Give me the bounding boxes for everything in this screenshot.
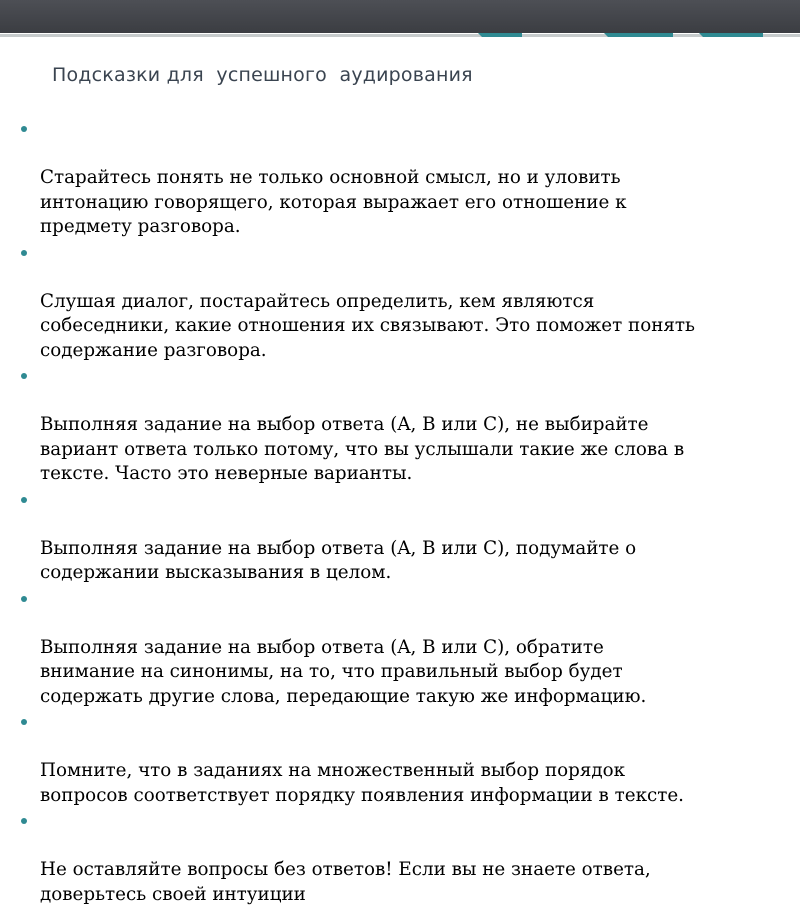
header-rule — [0, 34, 800, 37]
list-item — [20, 117, 790, 240]
list-item-text: Слушая диалог, постарайтесь определить, кем являются собеседники, какие отношения их связывают. Это поможет понять содержание разговора. — [40, 290, 695, 361]
list-item — [20, 488, 790, 586]
list-item — [20, 809, 790, 907]
accent-bar — [703, 33, 763, 37]
bullet-dot-icon — [21, 818, 27, 824]
accent-bar — [482, 33, 522, 37]
bullet-dot-icon — [21, 596, 27, 602]
slide-title: Подсказки для успешного аудирования — [52, 64, 473, 86]
bullet-dot-icon — [21, 719, 27, 725]
tips-list — [20, 117, 790, 908]
bullet-dot-icon — [21, 497, 27, 503]
bullet-dot-icon — [21, 126, 27, 132]
list-item-text: Выполняя задание на выбор ответа (A, B или C), подумайте о содержании высказывания в целом. — [40, 537, 637, 583]
bullet-dot-icon — [21, 250, 27, 256]
header-band — [0, 0, 800, 33]
list-item — [20, 587, 790, 710]
list-item-text: Старайтесь понять не только основной смысл, но и уловить интонацию говорящего, которая выражает его отношение к предмету разговора. — [40, 167, 627, 237]
accent-bar — [608, 33, 673, 37]
list-item — [20, 364, 790, 487]
list-item — [20, 710, 790, 808]
bullet-dot-icon — [21, 373, 27, 379]
list-item — [20, 241, 790, 364]
list-item-text: Помните, что в заданиях на множественный выбор порядок вопросов соответствует порядку появления информации в тексте. — [40, 760, 684, 806]
list-item-text: Выполняя задание на выбор ответа (A, B или C), обратите внимание на синонимы, на то, что правильный выбор будет содержать другие слова, передающие такую же информацию. — [40, 636, 647, 707]
list-item-text: Не оставляйте вопросы без ответов! Если вы не знаете ответа, доверьтесь своей интуиции — [40, 859, 651, 905]
list-item-text: Выполняя задание на выбор ответа (A, B или C), не выбирайте вариант ответа только потому, что вы услышали такие же слова в тексте. Часто это неверные варианты. — [40, 414, 685, 484]
